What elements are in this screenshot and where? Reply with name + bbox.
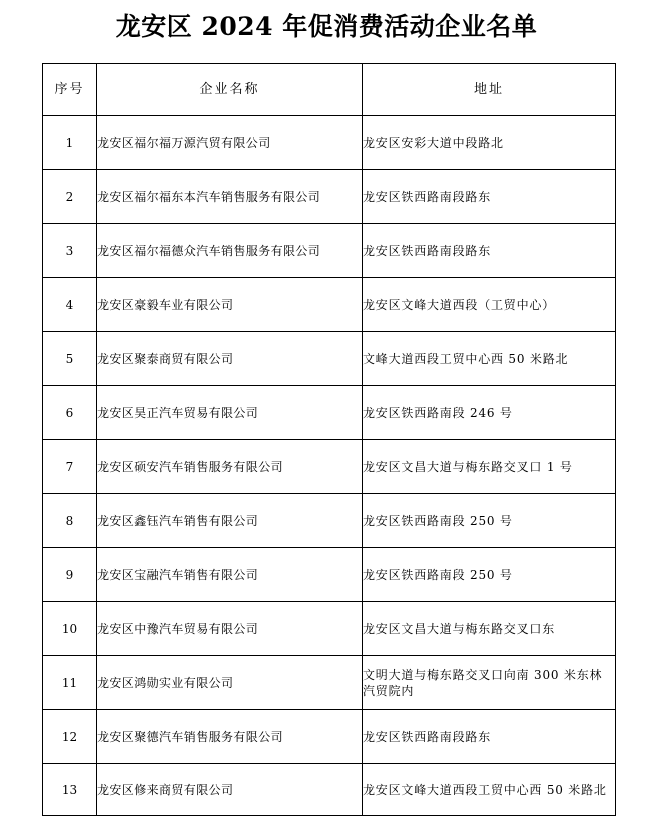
- table-row: [43, 278, 616, 332]
- row-company-name: 龙安区硕安汽车销售服务有限公司: [97, 440, 363, 494]
- table-row: [43, 710, 616, 764]
- table-row: [43, 602, 616, 656]
- table-row: [43, 440, 616, 494]
- row-serial-number: 9: [43, 548, 97, 602]
- table-row: [43, 116, 616, 170]
- table-row: [43, 332, 616, 386]
- row-address: 龙安区文峰大道西段（工贸中心）: [363, 278, 616, 332]
- row-company-name: 龙安区昊正汽车贸易有限公司: [97, 386, 363, 440]
- table-row: [43, 764, 616, 816]
- enterprise-table: [42, 63, 616, 816]
- row-address: 龙安区铁西路南段 250 号: [363, 548, 616, 602]
- row-company-name: 龙安区福尔福东本汽车销售服务有限公司: [97, 170, 363, 224]
- row-address: 龙安区文昌大道与梅东路交叉口 1 号: [363, 440, 616, 494]
- row-address: 龙安区铁西路南段 246 号: [363, 386, 616, 440]
- row-company-name: 龙安区福尔福万源汽贸有限公司: [97, 116, 363, 170]
- row-address: 龙安区铁西路南段路东: [363, 170, 616, 224]
- row-serial-number: 10: [43, 602, 97, 656]
- row-serial-number: 13: [43, 764, 97, 816]
- table-row: [43, 170, 616, 224]
- row-address: 文峰大道西段工贸中心西 50 米路北: [363, 332, 616, 386]
- header-address: 地址: [363, 64, 616, 116]
- row-company-name: 龙安区聚德汽车销售服务有限公司: [97, 710, 363, 764]
- row-serial-number: 1: [43, 116, 97, 170]
- row-serial-number: 6: [43, 386, 97, 440]
- row-address: 龙安区文昌大道与梅东路交叉口东: [363, 602, 616, 656]
- row-address: 文明大道与梅东路交叉口向南 300 米东林汽贸院内: [363, 656, 616, 710]
- table-row: [43, 386, 616, 440]
- row-company-name: 龙安区修来商贸有限公司: [97, 764, 363, 816]
- table-row: [43, 224, 616, 278]
- row-address: 龙安区铁西路南段路东: [363, 710, 616, 764]
- row-company-name: 龙安区鑫钰汽车销售有限公司: [97, 494, 363, 548]
- row-address: 龙安区文峰大道西段工贸中心西 50 米路北: [363, 764, 616, 816]
- table-header-row: [43, 64, 616, 116]
- row-company-name: 龙安区福尔福德众汽车销售服务有限公司: [97, 224, 363, 278]
- row-company-name: 龙安区豪毅车业有限公司: [97, 278, 363, 332]
- row-company-name: 龙安区聚泰商贸有限公司: [97, 332, 363, 386]
- row-company-name: 龙安区宝融汽车销售有限公司: [97, 548, 363, 602]
- header-serial-number: 序号: [43, 64, 97, 116]
- row-company-name: 龙安区鸿勋实业有限公司: [97, 656, 363, 710]
- row-address: 龙安区铁西路南段 250 号: [363, 494, 616, 548]
- table-row: [43, 548, 616, 602]
- header-company-name: 企业名称: [97, 64, 363, 116]
- page-title: 龙安区 2024 年促消费活动企业名单: [115, 12, 538, 41]
- row-address: 龙安区安彩大道中段路北: [363, 116, 616, 170]
- row-serial-number: 4: [43, 278, 97, 332]
- table-row: [43, 494, 616, 548]
- row-serial-number: 8: [43, 494, 97, 548]
- row-serial-number: 11: [43, 656, 97, 710]
- row-address: 龙安区铁西路南段路东: [363, 224, 616, 278]
- row-serial-number: 7: [43, 440, 97, 494]
- table-row: [43, 656, 616, 710]
- row-company-name: 龙安区中豫汽车贸易有限公司: [97, 602, 363, 656]
- row-serial-number: 5: [43, 332, 97, 386]
- row-serial-number: 12: [43, 710, 97, 764]
- row-serial-number: 2: [43, 170, 97, 224]
- row-serial-number: 3: [43, 224, 97, 278]
